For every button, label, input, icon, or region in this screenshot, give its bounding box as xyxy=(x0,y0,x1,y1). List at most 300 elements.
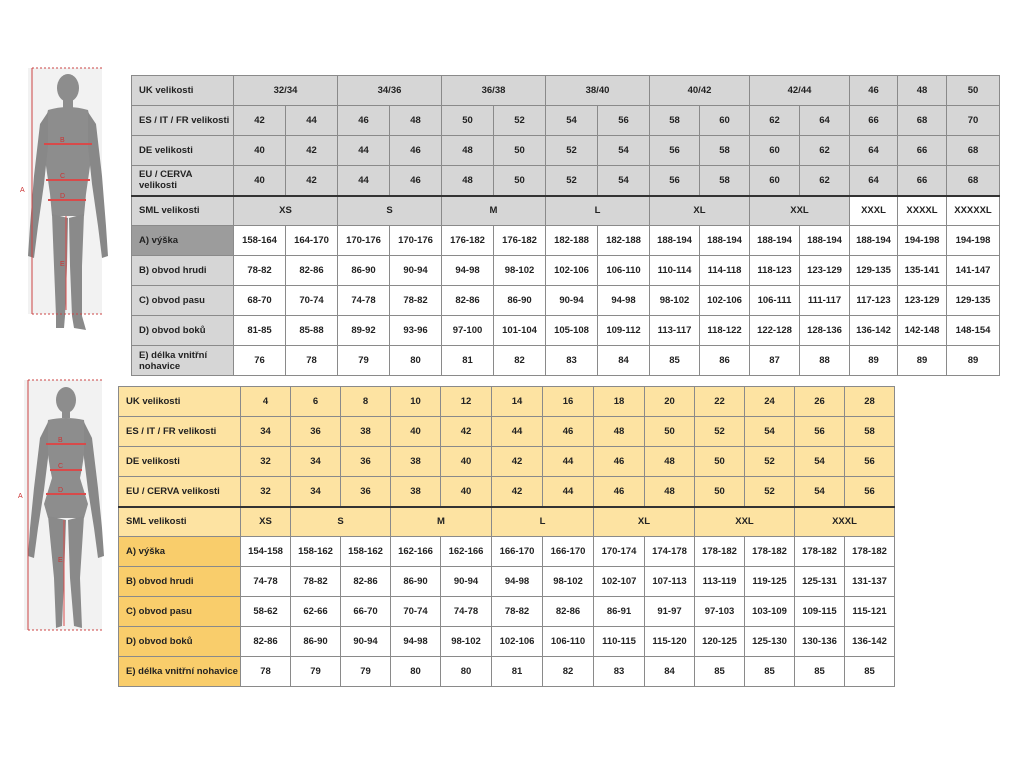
label-c: C xyxy=(60,173,66,180)
table-cell: 110-115 xyxy=(594,627,645,657)
table-cell: 114-118 xyxy=(700,256,750,286)
women-sml-row xyxy=(119,507,895,537)
uk-group: 42/44 xyxy=(750,76,850,106)
men-de-row xyxy=(132,136,1000,166)
table-cell: 48 xyxy=(442,166,494,196)
table-cell: 48 xyxy=(645,477,695,507)
table-cell: 117-123 xyxy=(850,286,898,316)
table-cell: 86-91 xyxy=(594,597,645,627)
sml-group: L xyxy=(546,196,650,226)
table-cell: 64 xyxy=(800,106,850,136)
table-cell: 106-110 xyxy=(598,256,650,286)
table-cell: 54 xyxy=(598,166,650,196)
sml-group: XS xyxy=(234,196,338,226)
table-cell: 141-147 xyxy=(947,256,1000,286)
table-cell: 102-106 xyxy=(700,286,750,316)
table-cell: 50 xyxy=(695,477,745,507)
table-cell: 83 xyxy=(594,657,645,687)
table-cell: 82 xyxy=(494,346,546,376)
table-cell: 60 xyxy=(700,106,750,136)
table-cell: 130-136 xyxy=(795,627,845,657)
table-cell: 32 xyxy=(241,477,291,507)
table-cell: 56 xyxy=(650,166,700,196)
table-cell: 90-94 xyxy=(441,567,492,597)
table-cell: 82 xyxy=(543,657,594,687)
row-label: D) obvod boků xyxy=(132,316,234,346)
table-cell: 97-100 xyxy=(442,316,494,346)
table-cell: 98-102 xyxy=(494,256,546,286)
table-cell: 6 xyxy=(291,387,341,417)
women-vyska-row xyxy=(119,537,895,567)
table-cell: 12 xyxy=(441,387,492,417)
table-cell: 81 xyxy=(442,346,494,376)
table-cell: 70-74 xyxy=(391,597,441,627)
table-cell: 58 xyxy=(650,106,700,136)
label-d: D xyxy=(58,487,64,494)
table-cell: 34 xyxy=(291,447,341,477)
table-cell: 54 xyxy=(795,447,845,477)
table-cell: 60 xyxy=(750,136,800,166)
table-cell: 56 xyxy=(795,417,845,447)
table-cell: 36 xyxy=(341,477,391,507)
table-cell: 129-135 xyxy=(850,256,898,286)
table-cell: 178-182 xyxy=(795,537,845,567)
table-cell: 162-166 xyxy=(391,537,441,567)
row-label: C) obvod pasu xyxy=(119,597,241,627)
table-cell: 82-86 xyxy=(286,256,338,286)
table-cell: 66-70 xyxy=(341,597,391,627)
table-cell: 102-106 xyxy=(546,256,598,286)
label-e: E xyxy=(60,261,65,268)
table-cell: 64 xyxy=(850,136,898,166)
sml-group: M xyxy=(442,196,546,226)
row-label: A) výška xyxy=(119,537,241,567)
table-cell: 54 xyxy=(795,477,845,507)
table-cell: 52 xyxy=(546,136,598,166)
female-body-figure xyxy=(18,378,118,640)
table-cell: 88 xyxy=(800,346,850,376)
table-cell: 170-176 xyxy=(390,226,442,256)
male-body-figure xyxy=(20,66,120,338)
row-label: UK velikosti xyxy=(132,76,234,106)
table-cell: 170-174 xyxy=(594,537,645,567)
table-cell: 40 xyxy=(234,136,286,166)
table-cell: 178-182 xyxy=(695,537,745,567)
table-cell: 68-70 xyxy=(234,286,286,316)
table-cell: 170-176 xyxy=(338,226,390,256)
table-cell: 86-90 xyxy=(391,567,441,597)
table-cell: 38 xyxy=(391,447,441,477)
table-cell: 135-141 xyxy=(898,256,947,286)
table-cell: 44 xyxy=(543,477,594,507)
row-label: E) délka vnitřní nohavice xyxy=(132,346,234,376)
table-cell: 182-188 xyxy=(546,226,598,256)
sml-group: XXL xyxy=(750,196,850,226)
women-boky-row xyxy=(119,627,895,657)
table-cell: 111-117 xyxy=(800,286,850,316)
table-cell: 89-92 xyxy=(338,316,390,346)
table-cell: 194-198 xyxy=(947,226,1000,256)
table-cell: 158-164 xyxy=(234,226,286,256)
table-cell: 68 xyxy=(947,166,1000,196)
table-cell: 8 xyxy=(341,387,391,417)
table-cell: 109-115 xyxy=(795,597,845,627)
table-cell: 42 xyxy=(492,477,543,507)
table-cell: 38 xyxy=(341,417,391,447)
table-cell: 90-94 xyxy=(546,286,598,316)
label-b: B xyxy=(58,437,63,444)
table-cell: 40 xyxy=(441,447,492,477)
table-cell: 44 xyxy=(543,447,594,477)
row-label: A) výška xyxy=(132,226,234,256)
uk-single: 50 xyxy=(947,76,1000,106)
table-cell: 58 xyxy=(845,417,895,447)
table-cell: 34 xyxy=(291,477,341,507)
table-cell: 46 xyxy=(543,417,594,447)
table-cell: 174-178 xyxy=(645,537,695,567)
label-a: A xyxy=(18,493,23,500)
women-uk-row xyxy=(119,387,895,417)
label-d: D xyxy=(60,193,66,200)
row-label: EU / CERVA velikosti xyxy=(132,166,234,196)
table-cell: 78 xyxy=(241,657,291,687)
uk-single: 48 xyxy=(898,76,947,106)
table-cell: 50 xyxy=(494,136,546,166)
table-cell: 188-194 xyxy=(850,226,898,256)
men-size-table xyxy=(131,75,1000,376)
table-cell: 82-86 xyxy=(442,286,494,316)
table-cell: 56 xyxy=(598,106,650,136)
table-cell: 78-82 xyxy=(492,597,543,627)
table-cell: 50 xyxy=(494,166,546,196)
row-label: C) obvod pasu xyxy=(132,286,234,316)
table-cell: 142-148 xyxy=(898,316,947,346)
label-a: A xyxy=(20,187,25,194)
sml-cell: S xyxy=(291,507,391,537)
table-cell: 68 xyxy=(947,136,1000,166)
table-cell: 101-104 xyxy=(494,316,546,346)
table-cell: 70 xyxy=(947,106,1000,136)
table-cell: 102-106 xyxy=(492,627,543,657)
table-cell: 85 xyxy=(795,657,845,687)
table-cell: 136-142 xyxy=(850,316,898,346)
table-cell: 103-109 xyxy=(745,597,795,627)
uk-group: 36/38 xyxy=(442,76,546,106)
table-cell: 14 xyxy=(492,387,543,417)
women-nohavice-row xyxy=(119,657,895,687)
sml-cell: XXL xyxy=(695,507,795,537)
table-cell: 136-142 xyxy=(845,627,895,657)
sml-group: XL xyxy=(650,196,750,226)
male-silhouette-icon xyxy=(20,66,120,338)
table-cell: 46 xyxy=(338,106,390,136)
table-cell: 56 xyxy=(845,477,895,507)
row-label: D) obvod boků xyxy=(119,627,241,657)
sml-cell: XS xyxy=(241,507,291,537)
table-cell: 119-125 xyxy=(745,567,795,597)
men-pas-row xyxy=(132,286,1000,316)
table-cell: 10 xyxy=(391,387,441,417)
table-cell: 118-122 xyxy=(700,316,750,346)
table-cell: 84 xyxy=(598,346,650,376)
table-cell: 44 xyxy=(338,166,390,196)
table-cell: 166-170 xyxy=(543,537,594,567)
table-cell: 4 xyxy=(241,387,291,417)
table-cell: 188-194 xyxy=(700,226,750,256)
sml-cell: M xyxy=(391,507,492,537)
label-e: E xyxy=(58,557,63,564)
table-cell: 89 xyxy=(947,346,1000,376)
table-cell: 86-90 xyxy=(291,627,341,657)
table-cell: 42 xyxy=(234,106,286,136)
table-cell: 76 xyxy=(234,346,286,376)
table-cell: 74-78 xyxy=(441,597,492,627)
row-label: UK velikosti xyxy=(119,387,241,417)
table-cell: 48 xyxy=(645,447,695,477)
table-cell: 66 xyxy=(898,136,947,166)
table-cell: 79 xyxy=(291,657,341,687)
table-cell: 123-129 xyxy=(800,256,850,286)
table-cell: 118-123 xyxy=(750,256,800,286)
men-nohavice-row xyxy=(132,346,1000,376)
table-cell: 83 xyxy=(546,346,598,376)
table-cell: 85 xyxy=(650,346,700,376)
table-cell: 54 xyxy=(598,136,650,166)
table-cell: 46 xyxy=(390,136,442,166)
table-cell: 52 xyxy=(546,166,598,196)
sml-cell: XL xyxy=(594,507,695,537)
row-label: E) délka vnitřní nohavice xyxy=(119,657,241,687)
table-cell: 86-90 xyxy=(338,256,390,286)
table-cell: 106-111 xyxy=(750,286,800,316)
table-cell: 82-86 xyxy=(341,567,391,597)
table-cell: 16 xyxy=(543,387,594,417)
table-cell: 46 xyxy=(594,447,645,477)
table-cell: 50 xyxy=(695,447,745,477)
row-label: SML velikosti xyxy=(119,507,241,537)
row-label: EU / CERVA velikosti xyxy=(119,477,241,507)
table-cell: 78-82 xyxy=(291,567,341,597)
table-cell: 68 xyxy=(898,106,947,136)
table-cell: 154-158 xyxy=(241,537,291,567)
female-silhouette-icon xyxy=(18,378,118,640)
table-cell: 44 xyxy=(492,417,543,447)
table-cell: 176-182 xyxy=(442,226,494,256)
table-cell: 94-98 xyxy=(442,256,494,286)
table-cell: 85-88 xyxy=(286,316,338,346)
table-cell: 85 xyxy=(695,657,745,687)
table-cell: 62 xyxy=(800,166,850,196)
table-cell: 128-136 xyxy=(800,316,850,346)
row-label: B) obvod hrudi xyxy=(132,256,234,286)
table-cell: 125-131 xyxy=(795,567,845,597)
men-uk-row xyxy=(132,76,1000,106)
table-cell: 90-94 xyxy=(341,627,391,657)
table-cell: 56 xyxy=(845,447,895,477)
row-label: DE velikosti xyxy=(132,136,234,166)
table-cell: 24 xyxy=(745,387,795,417)
label-b: B xyxy=(60,137,65,144)
table-cell: 129-135 xyxy=(947,286,1000,316)
table-cell: 81 xyxy=(492,657,543,687)
row-label: ES / IT / FR velikosti xyxy=(132,106,234,136)
table-cell: 58 xyxy=(700,166,750,196)
table-cell: 176-182 xyxy=(494,226,546,256)
table-cell: 123-129 xyxy=(898,286,947,316)
table-cell: 125-130 xyxy=(745,627,795,657)
table-cell: 164-170 xyxy=(286,226,338,256)
table-cell: 89 xyxy=(898,346,947,376)
women-eu-row xyxy=(119,477,895,507)
men-es-row xyxy=(132,106,1000,136)
table-cell: 90-94 xyxy=(390,256,442,286)
table-cell: 78-82 xyxy=(390,286,442,316)
table-cell: 80 xyxy=(390,346,442,376)
table-cell: 66 xyxy=(898,166,947,196)
table-cell: 79 xyxy=(341,657,391,687)
table-cell: 98-102 xyxy=(543,567,594,597)
table-cell: 122-128 xyxy=(750,316,800,346)
table-cell: 87 xyxy=(750,346,800,376)
uk-group: 34/36 xyxy=(338,76,442,106)
table-cell: 98-102 xyxy=(441,627,492,657)
table-cell: 94-98 xyxy=(391,627,441,657)
table-cell: 26 xyxy=(795,387,845,417)
sml-cell: XXXL xyxy=(795,507,895,537)
table-cell: 93-96 xyxy=(390,316,442,346)
table-cell: 85 xyxy=(745,657,795,687)
table-cell: 80 xyxy=(391,657,441,687)
row-label: ES / IT / FR velikosti xyxy=(119,417,241,447)
table-cell: 50 xyxy=(442,106,494,136)
row-label: SML velikosti xyxy=(132,196,234,226)
row-label: B) obvod hrudi xyxy=(119,567,241,597)
table-cell: 188-194 xyxy=(650,226,700,256)
table-cell: 85 xyxy=(845,657,895,687)
table-cell: 62 xyxy=(800,136,850,166)
table-cell: 94-98 xyxy=(598,286,650,316)
table-cell: 178-182 xyxy=(845,537,895,567)
table-cell: 148-154 xyxy=(947,316,1000,346)
men-boky-row xyxy=(132,316,1000,346)
table-cell: 64 xyxy=(850,166,898,196)
table-cell: 78-82 xyxy=(234,256,286,286)
table-cell: 166-170 xyxy=(492,537,543,567)
table-cell: 20 xyxy=(645,387,695,417)
table-cell: 115-121 xyxy=(845,597,895,627)
table-cell: 40 xyxy=(234,166,286,196)
table-cell: 74-78 xyxy=(338,286,390,316)
table-cell: 178-182 xyxy=(745,537,795,567)
women-de-row xyxy=(119,447,895,477)
women-hrud-row xyxy=(119,567,895,597)
table-cell: 56 xyxy=(650,136,700,166)
table-cell: 54 xyxy=(745,417,795,447)
table-cell: 82-86 xyxy=(543,597,594,627)
table-cell: 60 xyxy=(750,166,800,196)
table-cell: 22 xyxy=(695,387,745,417)
table-cell: 94-98 xyxy=(492,567,543,597)
table-cell: 52 xyxy=(494,106,546,136)
table-cell: 34 xyxy=(241,417,291,447)
sml-single: XXXXL xyxy=(898,196,947,226)
table-cell: 194-198 xyxy=(898,226,947,256)
table-cell: 105-108 xyxy=(546,316,598,346)
table-cell: 36 xyxy=(341,447,391,477)
table-cell: 182-188 xyxy=(598,226,650,256)
table-cell: 48 xyxy=(594,417,645,447)
table-cell: 74-78 xyxy=(241,567,291,597)
table-cell: 40 xyxy=(391,417,441,447)
table-cell: 78 xyxy=(286,346,338,376)
table-cell: 97-103 xyxy=(695,597,745,627)
men-eu-row xyxy=(132,166,1000,196)
table-cell: 98-102 xyxy=(650,286,700,316)
women-pas-row xyxy=(119,597,895,627)
table-cell: 81-85 xyxy=(234,316,286,346)
table-cell: 32 xyxy=(241,447,291,477)
sml-single: XXXXXL xyxy=(947,196,1000,226)
table-cell: 40 xyxy=(441,477,492,507)
table-cell: 107-113 xyxy=(645,567,695,597)
table-cell: 70-74 xyxy=(286,286,338,316)
table-cell: 42 xyxy=(441,417,492,447)
table-cell: 113-117 xyxy=(650,316,700,346)
table-cell: 54 xyxy=(546,106,598,136)
table-cell: 42 xyxy=(286,136,338,166)
table-cell: 115-120 xyxy=(645,627,695,657)
sml-group: S xyxy=(338,196,442,226)
table-cell: 162-166 xyxy=(441,537,492,567)
table-cell: 110-114 xyxy=(650,256,700,286)
table-cell: 58 xyxy=(700,136,750,166)
table-cell: 28 xyxy=(845,387,895,417)
table-cell: 113-119 xyxy=(695,567,745,597)
label-c: C xyxy=(58,463,64,470)
table-cell: 66 xyxy=(850,106,898,136)
table-cell: 106-110 xyxy=(543,627,594,657)
sml-single: XXXL xyxy=(850,196,898,226)
table-cell: 52 xyxy=(745,477,795,507)
table-cell: 44 xyxy=(338,136,390,166)
table-cell: 82-86 xyxy=(241,627,291,657)
table-cell: 48 xyxy=(442,136,494,166)
table-cell: 62 xyxy=(750,106,800,136)
table-cell: 91-97 xyxy=(645,597,695,627)
uk-single: 46 xyxy=(850,76,898,106)
table-cell: 42 xyxy=(492,447,543,477)
table-cell: 38 xyxy=(391,477,441,507)
table-cell: 46 xyxy=(390,166,442,196)
sml-cell: L xyxy=(492,507,594,537)
table-cell: 48 xyxy=(390,106,442,136)
men-sml-row xyxy=(132,196,1000,226)
table-cell: 158-162 xyxy=(341,537,391,567)
table-cell: 86 xyxy=(700,346,750,376)
table-cell: 188-194 xyxy=(800,226,850,256)
table-cell: 18 xyxy=(594,387,645,417)
women-es-row xyxy=(119,417,895,447)
table-cell: 52 xyxy=(695,417,745,447)
table-cell: 120-125 xyxy=(695,627,745,657)
table-cell: 50 xyxy=(645,417,695,447)
row-label: DE velikosti xyxy=(119,447,241,477)
table-cell: 46 xyxy=(594,477,645,507)
uk-group: 32/34 xyxy=(234,76,338,106)
table-cell: 158-162 xyxy=(291,537,341,567)
table-cell: 58-62 xyxy=(241,597,291,627)
table-cell: 89 xyxy=(850,346,898,376)
